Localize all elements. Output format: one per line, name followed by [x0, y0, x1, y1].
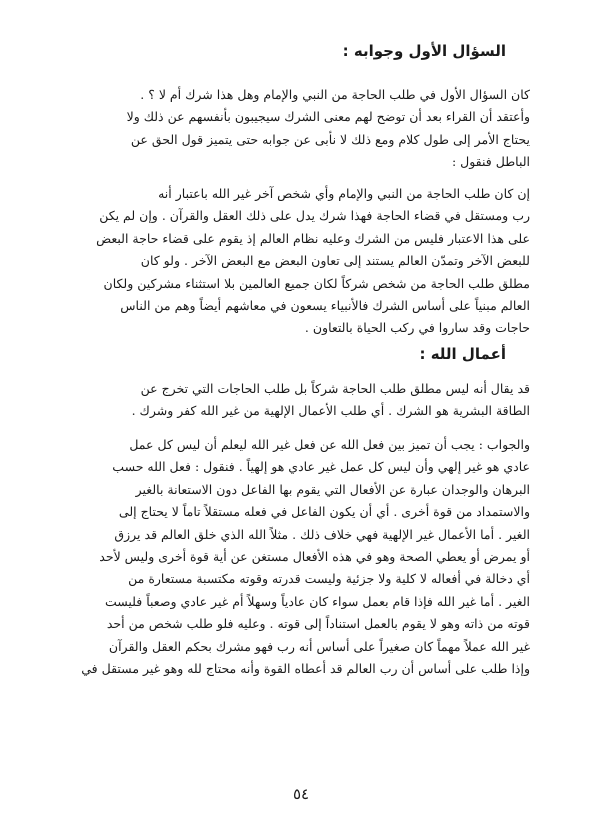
text-line: رب ومستقل في قضاء الحاجة فهذا شرك يدل على ذلك العقل والقرآن . وإن لم يكن	[99, 208, 530, 224]
text-line: الغير . أما غير الله فإذا قام بعمل سواء كان عادياً وسهلاً أم غير عادي وصعباً فليست	[104, 593, 530, 609]
text-line: والجواب : يجب أن تميز بين فعل الله عن فعل غير الله ليعلم أن ليس كل عمل	[129, 437, 530, 452]
section-heading-first-question: السؤال الأول وجوابه :	[342, 42, 506, 60]
text-line: الغير . أما الأعمال غير الإلهية فهي خلاف ذلك . مثلاً الله الذي خلق العالم قد يرزق	[114, 526, 530, 542]
text-line: العالم مبنياً على أساس الشرك فالأنبياء يسعون في معاشهم أيضاً وهم من الناس	[120, 297, 530, 313]
page-number: ٥٤	[292, 785, 310, 803]
text-line: عادي هو غير إلهي وأن ليس كل عمل غير عادي هو إلهياً . فنقول : فعل الله حسب	[112, 459, 530, 475]
text-line: قد يقال أنه ليس مطلق طلب الحاجة شركاً بل طلب الحاجات التي تخرج عن	[140, 381, 530, 396]
text-line: على هذا الاعتبار فليس من الشرك وعليه نظام العالم إذ يقوم على قضاء حاجة البعض	[96, 230, 530, 246]
text-line: وأعتقد أن القراء بعد أن توضح لهم معنى الشرك سيجيبون بأنفسهم عن ذلك ولا	[126, 109, 530, 125]
text-line: مطلق طلب الحاجة من شخص شركاً لكان جميع العالمين بلا استثناء مشركين ولكان	[103, 275, 530, 291]
text-line: حاجات وقد ساروا في ركب الحياة بالتعاون .	[304, 320, 530, 336]
text-line: كان السؤال الأول في طلب الحاجة من النبي والإمام وهل هذا شرك أم لا ؟ .	[140, 87, 530, 102]
text-line: أو يمرض أو يعطي الصحة وهو في هذه الأفعال مستغن عن أية قوة أخرى وليس لأحد	[99, 548, 530, 564]
paragraph	[60, 434, 530, 680]
text-line: قوته من ذاته وهو لا يقوم بالعمل استناداً إلى قوته . وعليه فلو طلب شخص من أحد	[106, 616, 530, 632]
paragraph	[60, 378, 530, 423]
text-line: للبعض الآخر وتمدّن العالم يستند إلى تعاون البعض مع البعض الآخر . ولو كان	[140, 253, 530, 269]
text-line: الباطل فنقول :	[451, 154, 530, 170]
section-heading-acts-of-god: أعمال الله :	[419, 345, 506, 363]
text-line: غير الله عملاً مهماً كان صغيراً على أساس أنه رب فهو مشرك بحكم العقل والقرآن	[108, 638, 530, 654]
paragraph	[60, 183, 530, 340]
text-line: إن كان طلب الحاجة من النبي والإمام وأي شخص آخر غير الله باعتبار أنه	[158, 186, 530, 201]
text-line: والاستمداد من قوة أخرى . أي أن يكون الفاعل في فعله مستقلاً تاماً لا يحتاج إلى	[118, 504, 530, 520]
text-line: وإذا طلب على أساس أن رب العالم قد أعطاه القوة وأنه محتاج لله وهو غير مستقل في	[81, 660, 530, 676]
text-line: يحتاج الأمر إلى طول كلام ومع ذلك لا نأبى عن جوابه حتى يتميز قول الحق عن	[130, 131, 530, 147]
text-line: الطاقة البشرية هو الشرك . أي طلب الأعمال الإلهية من غير الله كفر وشرك .	[131, 403, 530, 419]
text-line: البرهان والوجدان عبارة عن الأفعال التي يقوم بها الفاعل دون الاستعانة بالغير	[135, 481, 530, 497]
paragraph	[60, 84, 530, 174]
text-line: أي دخالة في أفعاله لا كلية ولا جزئية وليست قدرته وقوته مكتسبة مستعارة من	[128, 571, 530, 587]
